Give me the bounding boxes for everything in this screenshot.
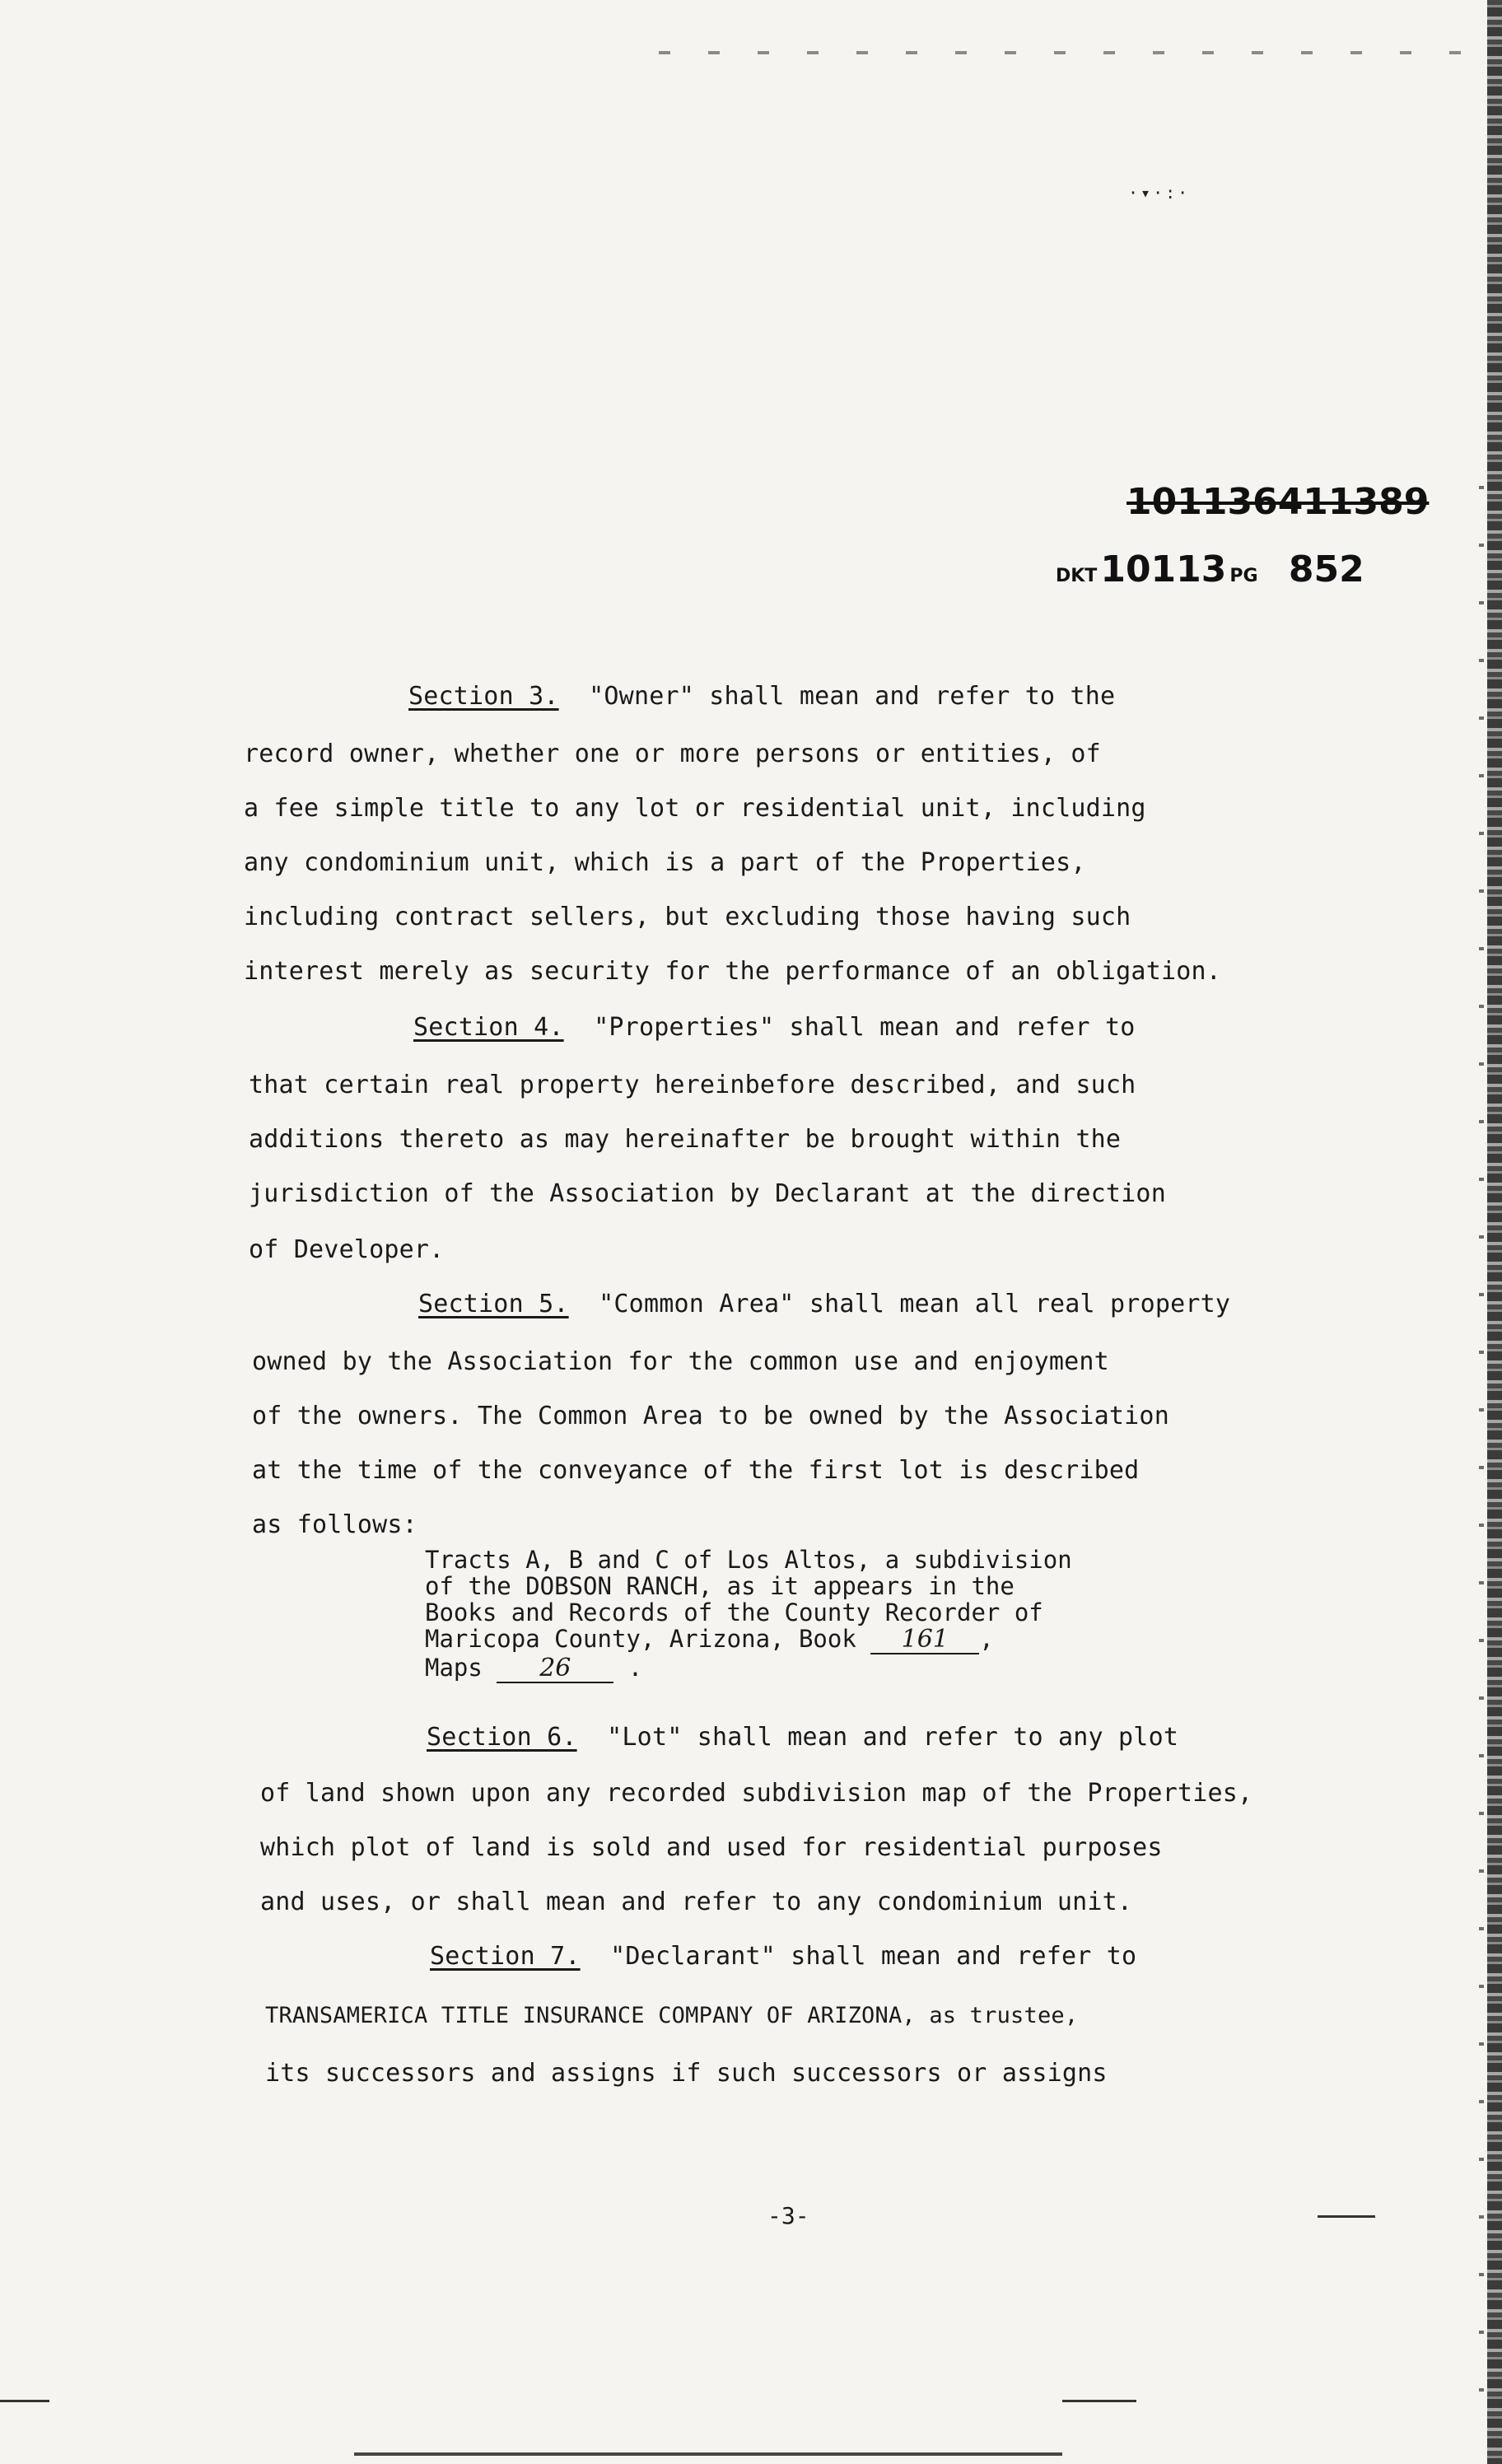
recording-stamp xyxy=(1056,548,1364,590)
stamp-docket-number: 10113 xyxy=(1100,548,1227,590)
text-line: additions thereto as may hereinafter be brought within the xyxy=(249,1125,1122,1154)
section-7-label: Section 7. xyxy=(430,1942,581,1971)
section-4-text: "Properties" shall mean and refer to xyxy=(594,1013,1136,1042)
text-line: at the time of the conveyance of the first lot is described xyxy=(252,1456,1140,1485)
legal-description-line xyxy=(425,1654,1072,1683)
text-line: its successors and assigns if such successors or assigns xyxy=(265,2059,1108,2088)
section-6-heading-line xyxy=(427,1723,1178,1752)
section-3-label: Section 3. xyxy=(408,682,559,711)
scan-artifact-edge-inner xyxy=(1479,461,1484,2421)
scan-speck: ·▾·:· xyxy=(1128,183,1191,203)
text-line: a fee simple title to any lot or residential unit, including xyxy=(244,794,1146,823)
legal-description-line: of the DOBSON RANCH, as it appears in the xyxy=(425,1572,1015,1600)
stamp-prefix: DKT xyxy=(1056,566,1098,586)
text-line: owned by the Association for the common use and enjoyment xyxy=(252,1347,1109,1376)
scan-artifact-bottom-rule xyxy=(354,2452,1062,2456)
text-line: which plot of land is sold and used for residential purposes xyxy=(260,1833,1163,1862)
book-suffix: , xyxy=(979,1625,994,1653)
text-line: jurisdiction of the Association by Declarant at the direction xyxy=(249,1179,1166,1208)
maps-handwritten-value: 26 xyxy=(497,1655,613,1683)
struck-recording-stamp xyxy=(1126,481,1429,523)
legal-description-line: Books and Records of the County Recorder of xyxy=(425,1598,1043,1626)
scan-artifact-bottom xyxy=(1062,2400,1136,2402)
stamp-page-number: 852 xyxy=(1288,548,1364,590)
section-7-text: "Declarant" shall mean and refer to xyxy=(610,1942,1137,1971)
section-5-label: Section 5. xyxy=(418,1290,569,1318)
legal-description-block xyxy=(425,1547,1072,1683)
book-label: Maricopa County, Arizona, Book xyxy=(425,1625,856,1653)
maps-label: Maps xyxy=(425,1654,483,1682)
text-line: of land shown upon any recorded subdivision map of the Properties, xyxy=(260,1779,1253,1808)
scan-artifact-edge xyxy=(1487,0,1502,2464)
text-line: any condominium unit, which is a part of the Properties, xyxy=(244,848,1086,877)
section-4-label: Section 4. xyxy=(413,1013,564,1042)
text-line: and uses, or shall mean and refer to any condominium unit. xyxy=(260,1888,1133,1916)
legal-description-line: Tracts A, B and C of Los Altos, a subdivision xyxy=(425,1546,1072,1574)
text-line: interest merely as security for the performance of an obligation. xyxy=(244,957,1221,986)
stamp-mark: PG xyxy=(1229,566,1258,586)
scan-artifact-bottom xyxy=(1318,2215,1375,2218)
text-line: TRANSAMERICA TITLE INSURANCE COMPANY OF ARIZONA, as trustee, xyxy=(265,2003,1079,2028)
section-4-heading-line xyxy=(413,1013,1136,1042)
struck-stamp-number: 101136411389 xyxy=(1126,481,1430,523)
text-line: including contract sellers, but excluding those having such xyxy=(244,903,1131,931)
section-5-heading-line xyxy=(418,1290,1230,1318)
scan-artifact-top xyxy=(659,51,1482,54)
text-line: of Developer. xyxy=(249,1235,445,1264)
section-3-text: "Owner" shall mean and refer to the xyxy=(589,682,1116,711)
scan-artifact-bottom xyxy=(0,2400,49,2402)
text-line: record owner, whether one or more persons or entities, of xyxy=(244,740,1101,768)
page-number: -3- xyxy=(767,2202,809,2229)
maps-suffix: . xyxy=(627,1654,643,1682)
book-handwritten-value: 161 xyxy=(870,1626,979,1654)
text-line: as follows: xyxy=(252,1510,417,1539)
section-6-label: Section 6. xyxy=(427,1723,577,1752)
section-3-heading-line xyxy=(408,682,1115,711)
section-6-text: "Lot" shall mean and refer to any plot xyxy=(607,1723,1179,1752)
section-5-text: "Common Area" shall mean all real property xyxy=(599,1290,1231,1318)
text-line: of the owners. The Common Area to be owned by the Association xyxy=(252,1402,1169,1430)
text-line: that certain real property hereinbefore described, and such xyxy=(249,1071,1136,1099)
legal-description-line xyxy=(425,1626,1072,1654)
section-7-heading-line xyxy=(430,1942,1136,1971)
